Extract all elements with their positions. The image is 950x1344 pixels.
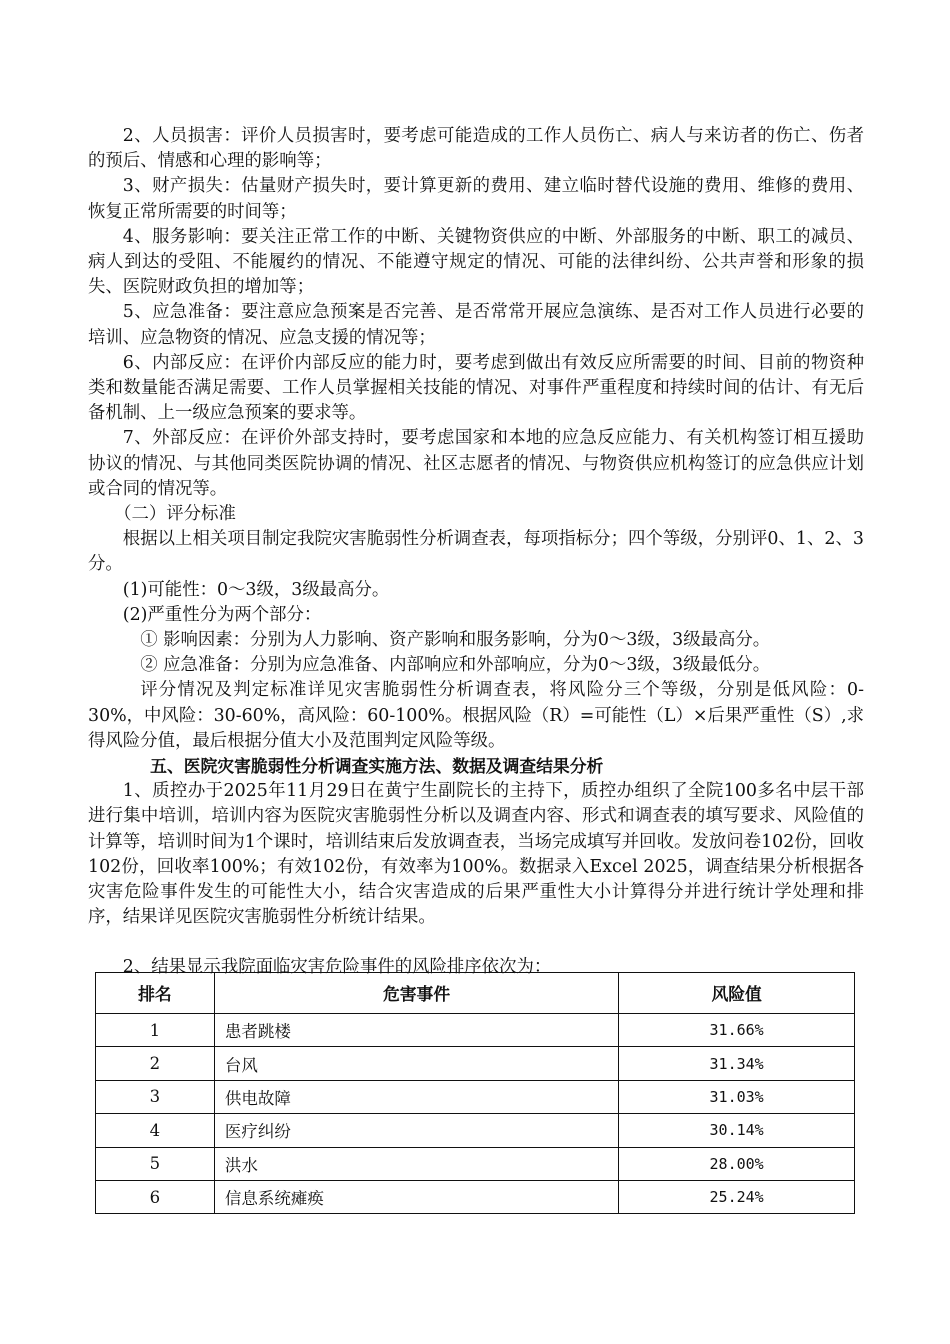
risk-ranking-table xyxy=(95,972,855,1214)
rank-cell: 2 xyxy=(96,1047,215,1080)
risk-value-cell: 28.00% xyxy=(619,1147,855,1180)
paragraph-scoring-criteria: 评分情况及判定标准详见灾害脆弱性分析调查表，将风险分三个等级，分别是低风险：0-30%，中风险：30-60%，高风险：60-100%。根据风险（R）=可能性（L）×后果严重性（S）,求得风险分值，最后根据分值大小及范围判定风险等级。 xyxy=(88,680,864,751)
header-risk-value: 风险值 xyxy=(619,973,855,1014)
paragraph-survey-method: 1、质控办于2025年11月29日在黄宁生副院长的主持下，质控办组织了全院100多名中层干部进行集中培训，培训内容为医院灾害脆弱性分析以及调查内容、形式和调查表的填写要求、风险值的计算等，培训时间为1个课时，培训结束后发放调查表，当场完成填写并回收。发放问卷102份，回收102份，回收率100%；有效102份，有效率为100%。数据录入Excel 2025，调查结果分析根据各灾害危险事件发生的可能性大小，结合灾害造成的后果严重性大小计算得分并进行统计学处理和排序，结果详见医院灾害脆弱性分析统计结果。 xyxy=(88,781,864,928)
hazard-cell: 医疗纠纷 xyxy=(214,1114,618,1147)
paragraph-response-preparedness: ② 应急准备：分别为应急准备、内部响应和外部响应，分为0～3级，3级最低分。 xyxy=(140,655,771,676)
section-five-heading: 五、医院灾害脆弱性分析调查实施方法、数据及调查结果分析 xyxy=(150,756,604,777)
paragraph-property-loss: 3、财产损失：估量财产损失时，要计算更新的费用、建立临时替代设施的费用、维修的费用、恢复正常所需要的时间等； xyxy=(88,176,864,222)
rank-cell: 3 xyxy=(96,1080,215,1113)
paragraph-impact-factors: ① 影响因素：分别为人力影响、资产影响和服务影响，分为0～3级，3级最高分。 xyxy=(140,630,771,651)
hazard-cell: 患者跳楼 xyxy=(214,1014,618,1047)
subheading-scoring-standard: （二）评分标准 xyxy=(114,504,236,525)
rank-cell: 4 xyxy=(96,1114,215,1147)
paragraph-severity: (2)严重性分为两个部分： xyxy=(122,604,322,625)
header-hazard-event: 危害事件 xyxy=(214,973,618,1014)
paragraph-possibility: (1)可能性：0～3级，3级最高分。 xyxy=(122,579,390,600)
paragraph-internal-response: 6、内部反应：在评价内部反应的能力时，要考虑到做出有效反应所需要的时间、目前的物资种类和数量能否满足需要、工作人员掌握相关技能的情况、对事件严重程度和持续时间的估计、有无后备机制、上一级应急预案的要求等。 xyxy=(88,352,864,424)
table-row xyxy=(96,1147,855,1180)
paragraph-scoring-basis: 根据以上相关项目制定我院灾害脆弱性分析调查表，每项指标分；四个等级，分别评0、1、2、3分。 xyxy=(88,529,864,575)
hazard-cell: 供电故障 xyxy=(214,1080,618,1113)
paragraph-service-impact: 4、服务影响：要关注正常工作的中断、关键物资供应的中断、外部服务的中断、职工的减员、病人到达的受阻、不能履约的情况、不能遵守规定的情况、可能的法律纠纷、公共声誉和形象的损失、医院财政负担的增加等； xyxy=(88,226,864,298)
rank-cell: 6 xyxy=(96,1180,215,1213)
rank-cell: 5 xyxy=(96,1147,215,1180)
risk-value-cell: 30.14% xyxy=(619,1114,855,1147)
rank-cell: 1 xyxy=(96,1014,215,1047)
risk-value-cell: 31.34% xyxy=(619,1047,855,1080)
document-body xyxy=(88,124,864,980)
risk-value-cell: 31.03% xyxy=(619,1080,855,1113)
hazard-cell: 信息系统瘫痪 xyxy=(214,1180,618,1213)
hazard-cell: 台风 xyxy=(214,1047,618,1080)
risk-value-cell: 31.66% xyxy=(619,1014,855,1047)
paragraph-emergency-preparedness: 5、应急准备：要注意应急预案是否完善、是否常常开展应急演练、是否对工作人员进行必要的培训、应急物资的情况、应急支援的情况等； xyxy=(88,302,864,348)
table-row xyxy=(96,1080,855,1113)
paragraph-external-response: 7、外部反应：在评价外部支持时，要考虑国家和本地的应急反应能力、有关机构签订相互援助协议的情况、与其他同类医院协调的情况、社区志愿者的情况、与物资供应机构签订的应急供应计划或合同的情况等。 xyxy=(88,428,864,499)
risk-value-cell: 25.24% xyxy=(619,1180,855,1213)
table-row xyxy=(96,1114,855,1147)
header-rank: 排名 xyxy=(96,973,215,1014)
table-row xyxy=(96,1180,855,1213)
table-header-row xyxy=(96,973,855,1014)
table-row xyxy=(96,1014,855,1047)
paragraph-result-intro: 2、结果显示我院面临灾害危险事件的风险排序依次为： xyxy=(122,956,552,977)
paragraph-personnel-damage: 2、人员损害：评价人员损害时，要考虑可能造成的工作人员伤亡、病人与来访者的伤亡、伤者的预后、情感和心理的影响等； xyxy=(88,126,864,172)
table-row xyxy=(96,1047,855,1080)
hazard-cell: 洪水 xyxy=(214,1147,618,1180)
